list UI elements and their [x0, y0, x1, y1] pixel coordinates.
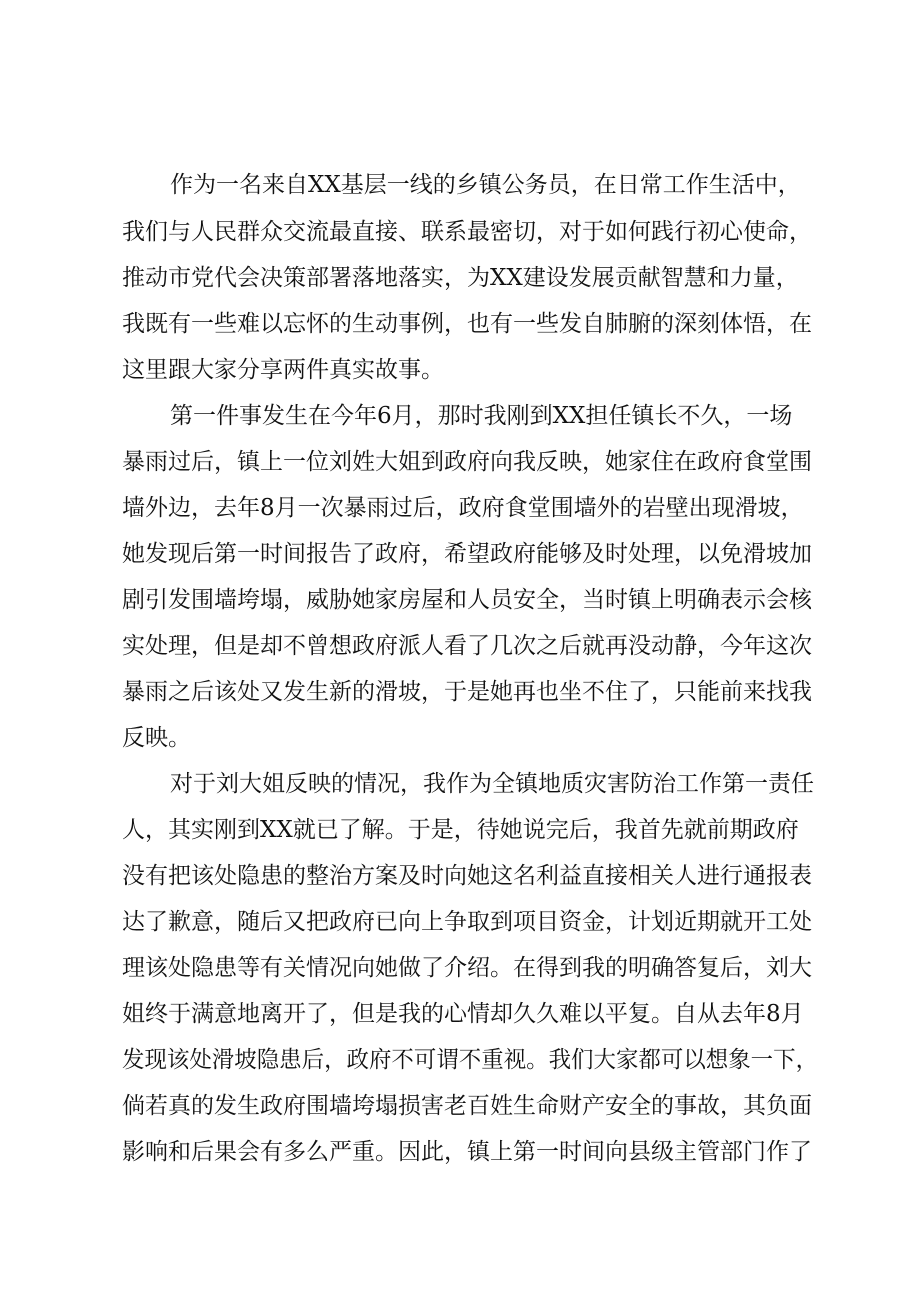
paragraph-2-line-6: 实处理，但是却不曾想政府派人看了几次之后就再没动静，今年这次 [122, 633, 812, 659]
paragraph-3-line-1: 对于刘大姐反映的情况，我作为全镇地质灾害防治工作第一责任 [170, 771, 814, 797]
paragraph-3-line-9: 影响和后果会有多么严重。因此，镇上第一时间向县级主管部门作了 [122, 1139, 812, 1165]
paragraph-1-line-3: 推动市党代会决策部署落地落实，为XX建设发展贡献智慧和力量， [122, 265, 799, 291]
paragraph-3-line-2: 人，其实刚到XX就已了解。于是，待她说完后，我首先就前期政府 [122, 817, 799, 843]
paragraph-1-line-2: 我们与人民群众交流最直接、联系最密切，对于如何践行初心使命， [122, 219, 812, 245]
paragraph-2-line-7: 暴雨之后该处又发生新的滑坡，于是她再也坐不住了，只能前来找我 [122, 679, 812, 705]
paragraph-1-line-1: 作为一名来自XX基层一线的乡镇公务员，在日常工作生活中， [170, 172, 801, 198]
paragraph-2-line-1: 第一件事发生在今年6月，那时我刚到XX担任镇长不久，一场 [170, 403, 793, 429]
paragraph-3-line-5: 理该处隐患等有关情况向她做了介绍。在得到我的明确答复后，刘大 [122, 955, 812, 981]
paragraph-2-line-5: 剧引发围墙垮塌，威胁她家房屋和人员安全，当时镇上明确表示会核 [122, 587, 812, 613]
paragraph-3-line-8: 倘若真的发生政府围墙垮塌损害老百姓生命财产安全的事故，其负面 [122, 1093, 812, 1119]
paragraph-1-line-5: 这里跟大家分享两件真实故事。 [122, 357, 444, 383]
paragraph-2-line-2: 暴雨过后，镇上一位刘姓大姐到政府向我反映，她家住在政府食堂围 [122, 449, 812, 475]
paragraph-2-line-3: 墙外边，去年8月一次暴雨过后，政府食堂围墙外的岩壁出现滑坡， [122, 495, 804, 521]
paragraph-3-line-6: 姐终于满意地离开了，但是我的心情却久久难以平复。自从去年8月 [122, 1001, 804, 1027]
paragraph-3-line-7: 发现该处滑坡隐患后，政府不可谓不重视。我们大家都可以想象一下， [122, 1047, 819, 1073]
paragraph-1-line-4: 我既有一些难以忘怀的生动事例，也有一些发自肺腑的深刻体悟，在 [122, 311, 812, 337]
paragraph-2-line-8: 反映。 [122, 725, 191, 751]
paragraph-3-line-3: 没有把该处隐患的整治方案及时向她这名利益直接相关人进行通报表 [122, 863, 812, 889]
paragraph-2-line-4: 她发现后第一时间报告了政府，希望政府能够及时处理，以免滑坡加 [122, 541, 812, 567]
paragraph-3-line-4: 达了歉意，随后又把政府已向上争取到项目资金，计划近期就开工处 [122, 909, 812, 935]
